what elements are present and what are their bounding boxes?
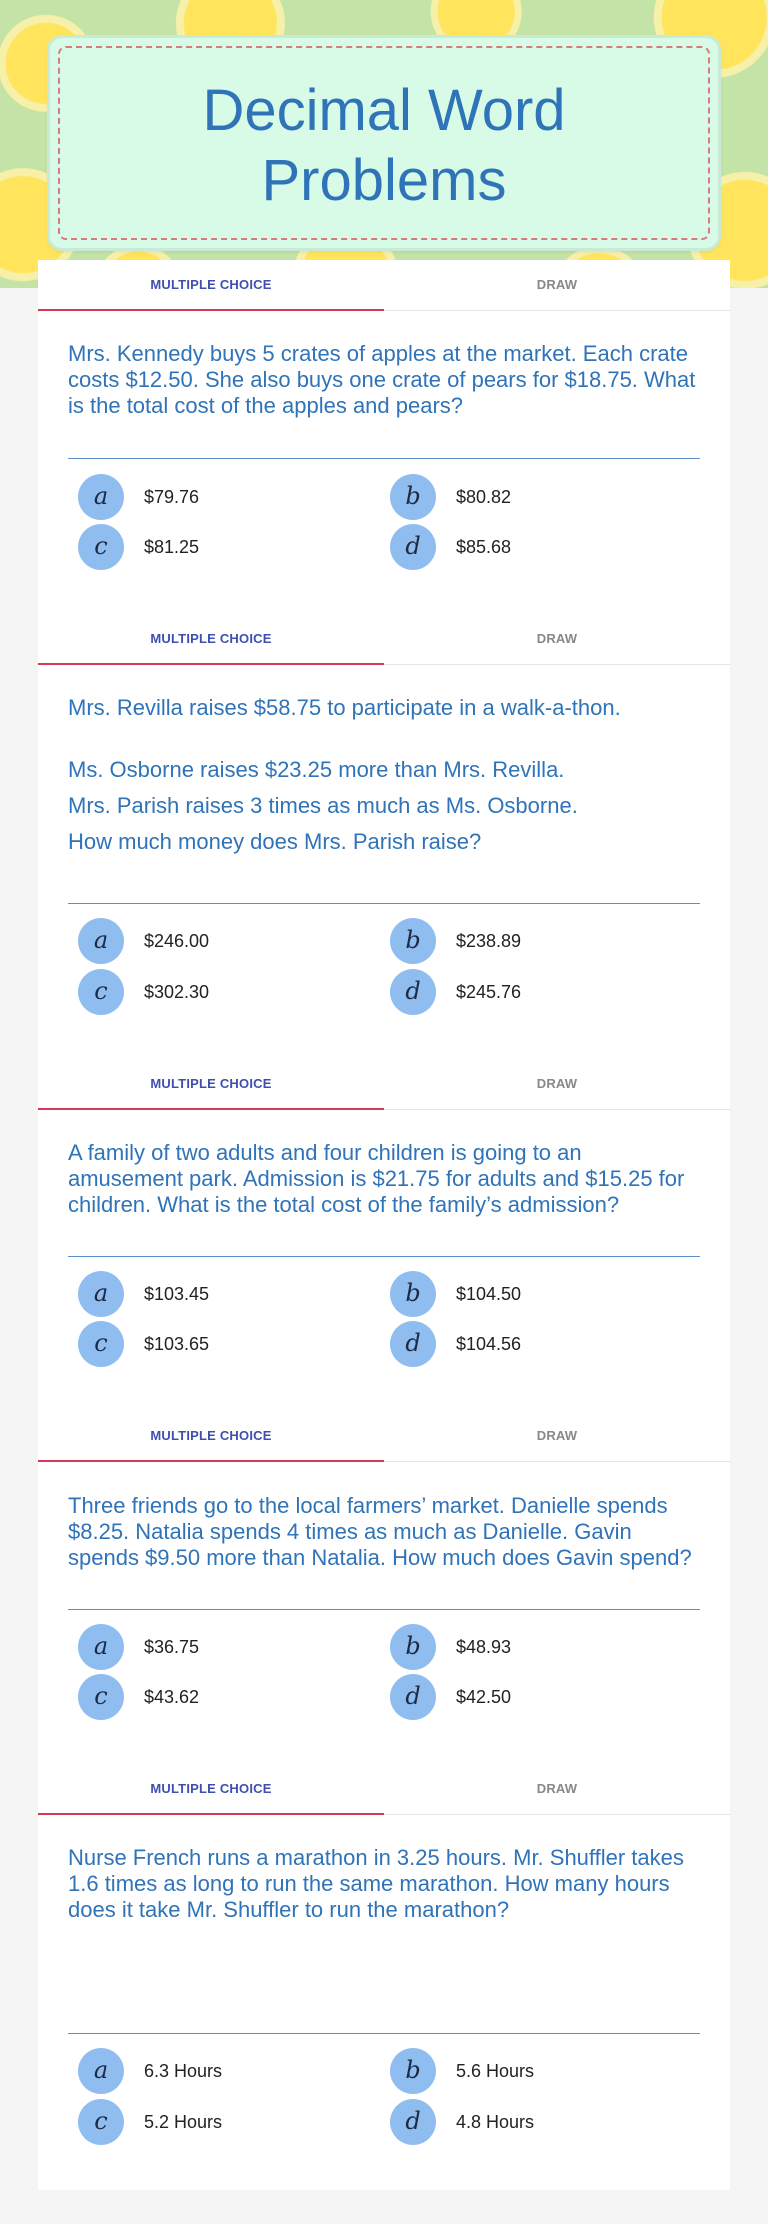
option-letter-badge: a xyxy=(78,2048,124,2094)
answer-divider xyxy=(68,1256,700,1257)
question-paragraph: Mrs. Kennedy buys 5 crates of apples at the market. Each crate costs $12.50. She also buys one crate of pears for $18.75. What is the total cost of the apples and pears? xyxy=(68,341,696,418)
question-paragraph: A family of two adults and four children is going to an amusement park. Admission is $21.75 for adults and $15.25 for children. What is the total cost of the family’s admission? xyxy=(68,1140,685,1217)
question-paragraph: Nurse French runs a marathon in 3.25 hours. Mr. Shuffler takes 1.6 times as long to run the same marathon. How many hours does it take Mr. Shuffler to run the marathon? xyxy=(68,1845,684,1922)
option-letter-badge: c xyxy=(78,1321,124,1367)
tab-draw[interactable]: DRAW xyxy=(536,277,578,292)
option-letter-badge: a xyxy=(78,918,124,964)
page-title: Decimal Word Problems xyxy=(202,78,566,213)
answer-divider xyxy=(68,903,700,904)
tab-multiple-choice[interactable]: MULTIPLE CHOICE xyxy=(38,1764,384,1815)
question-4-text xyxy=(68,1493,700,1571)
option-text: $42.50 xyxy=(456,1687,512,1707)
option-letter-badge: a xyxy=(78,1624,124,1670)
option-text: 5.2 Hours xyxy=(144,2112,223,2132)
option-text: $43.62 xyxy=(144,1687,200,1707)
option-text: $245.76 xyxy=(456,982,522,1002)
question-paragraph: Ms. Osborne raises $23.25 more than Mrs. Revilla. xyxy=(68,757,565,782)
tab-draw[interactable]: DRAW xyxy=(536,1781,578,1796)
answer-divider xyxy=(68,1609,700,1610)
tab-draw[interactable]: DRAW xyxy=(536,631,578,646)
option-letter-badge: c xyxy=(78,524,124,570)
option-letter-badge: a xyxy=(78,474,124,520)
question-3-tabs xyxy=(38,1059,730,1110)
tab-multiple-choice[interactable]: MULTIPLE CHOICE xyxy=(38,1059,384,1110)
question-1-text xyxy=(68,341,700,419)
question-3-text xyxy=(68,1140,700,1218)
tab-multiple-choice[interactable]: MULTIPLE CHOICE xyxy=(38,260,384,311)
option-letter-badge: b xyxy=(390,474,436,520)
option-text: $85.68 xyxy=(456,537,512,557)
option-text: 5.6 Hours xyxy=(456,2061,535,2081)
option-text: $246.00 xyxy=(144,931,210,951)
tab-multiple-choice[interactable]: MULTIPLE CHOICE xyxy=(38,614,384,665)
question-paragraph: Mrs. Parish raises 3 times as much as Ms. Osborne. xyxy=(68,793,578,818)
option-letter-badge: d xyxy=(390,1674,436,1720)
option-text: $302.30 xyxy=(144,982,210,1002)
option-text: $79.76 xyxy=(144,487,200,507)
option-letter-badge: b xyxy=(390,1271,436,1317)
tab-draw[interactable]: DRAW xyxy=(536,1428,578,1443)
option-letter-badge: b xyxy=(390,2048,436,2094)
option-letter-badge: c xyxy=(78,1674,124,1720)
option-text: $103.45 xyxy=(144,1284,210,1304)
option-text: 4.8 Hours xyxy=(456,2112,535,2132)
question-5-tabs xyxy=(38,1764,730,1815)
question-1-tabs xyxy=(38,260,730,311)
answer-divider xyxy=(68,458,700,459)
question-paragraph: Mrs. Revilla raises $58.75 to participate in a walk-a-thon. xyxy=(68,695,621,720)
option-text: 6.3 Hours xyxy=(144,2061,223,2081)
tab-draw[interactable]: DRAW xyxy=(536,1076,578,1091)
option-letter-badge: a xyxy=(78,1271,124,1317)
option-letter-badge: b xyxy=(390,1624,436,1670)
option-letter-badge: c xyxy=(78,2099,124,2145)
option-text: $48.93 xyxy=(456,1637,512,1657)
tab-multiple-choice[interactable]: MULTIPLE CHOICE xyxy=(38,1411,384,1462)
title-card xyxy=(50,38,718,248)
question-5-text xyxy=(68,1845,700,1923)
question-2-text xyxy=(68,695,700,855)
option-letter-badge: d xyxy=(390,524,436,570)
question-paragraph: How much money does Mrs. Parish raise? xyxy=(68,829,482,854)
option-letter-badge: d xyxy=(390,2099,436,2145)
answer-divider xyxy=(68,2033,700,2034)
option-letter-badge: d xyxy=(390,1321,436,1367)
question-paragraph: Three friends go to the local farmers’ market. Danielle spends $8.25. Natalia spends 4 times as much as Danielle. Gavin spends $9.50 more than Natalia. How much does Gavin spend? xyxy=(68,1493,692,1570)
option-text: $104.50 xyxy=(456,1284,522,1304)
option-text: $103.65 xyxy=(144,1334,210,1354)
option-text: $81.25 xyxy=(144,537,200,557)
option-text: $238.89 xyxy=(456,931,522,951)
question-4-tabs xyxy=(38,1411,730,1462)
option-text: $80.82 xyxy=(456,487,512,507)
option-letter-badge: d xyxy=(390,969,436,1015)
option-letter-badge: c xyxy=(78,969,124,1015)
option-text: $36.75 xyxy=(144,1637,200,1657)
option-letter-badge: b xyxy=(390,918,436,964)
question-2-tabs xyxy=(38,614,730,665)
option-text: $104.56 xyxy=(456,1334,522,1354)
